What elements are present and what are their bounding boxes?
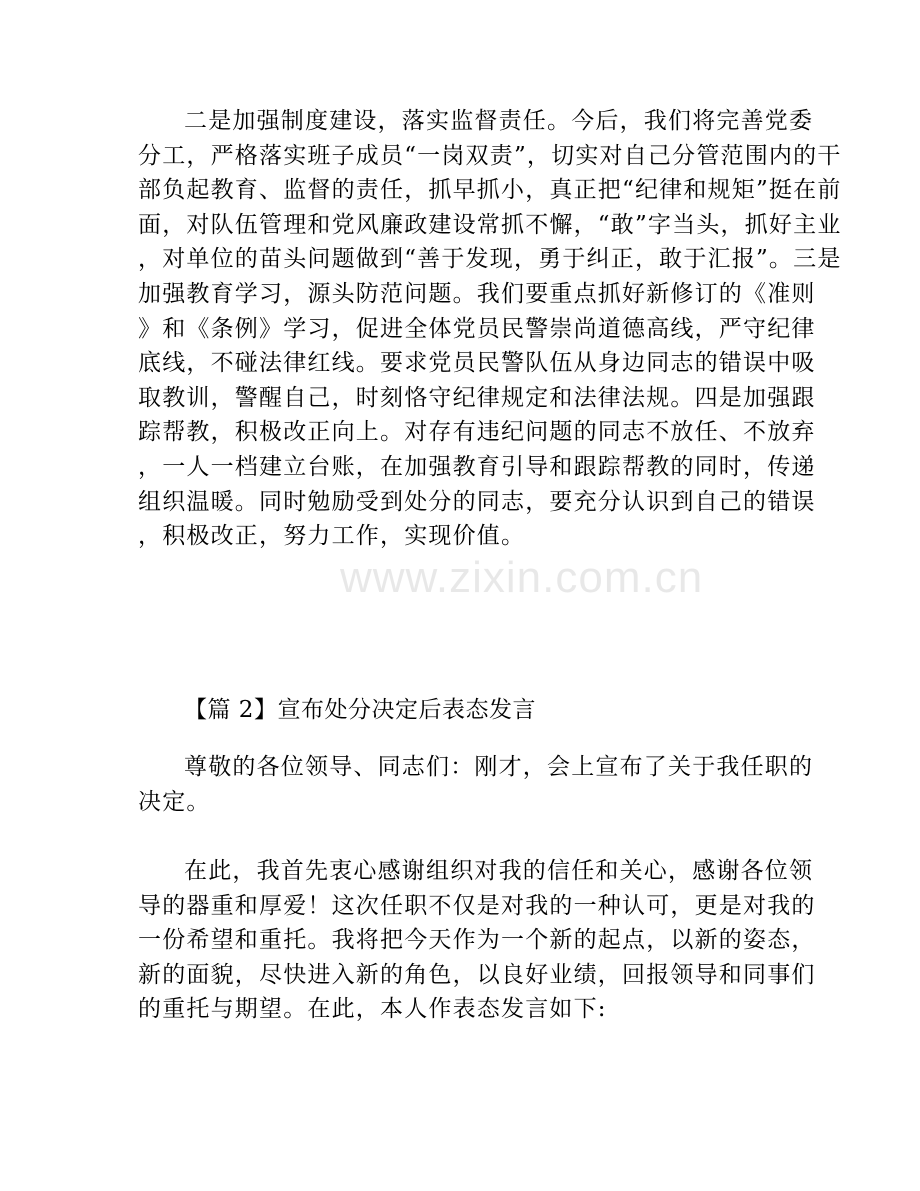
text-line: 》和《条例》学习，促进全体党员民警崇尚道德高线，严守纪律 xyxy=(138,315,816,342)
paragraph-discipline-measures xyxy=(138,104,842,554)
text-line: 部负起教育、监督的责任，抓早抓小，真正把“纪律和规矩”挺在前 xyxy=(138,177,842,204)
text-line: 决定。 xyxy=(138,788,211,815)
paragraph-greeting xyxy=(138,750,814,819)
text-line: 二是加强制度建设，落实监督责任。今后，我们将完善党委 xyxy=(184,108,814,134)
text-line: 的重托与期望。在此，本人作表态发言如下: xyxy=(138,996,607,1023)
text-line: 导的器重和厚爱！这次任职不仅是对我的一种认可，更是对我的 xyxy=(138,892,816,919)
text-line: 踪帮教，积极改正向上。对存有违纪问题的同志不放任、不放弃 xyxy=(138,419,816,446)
text-line: 尊敬的各位领导、同志们：刚才，会上宣布了关于我任职的 xyxy=(184,754,814,780)
text-line: 组织温暖。同时勉励受到处分的同志，要充分认识到自己的错误 xyxy=(138,488,816,515)
text-line: 面，对队伍管理和党风廉政建设常抓不懈，“敢”字当头，抓好主业 xyxy=(138,211,842,238)
watermark: www.zixin.com.cn xyxy=(340,553,704,602)
text-line: 底线，不碰法律红线。要求党员民警队伍从身边同志的错误中吸 xyxy=(138,350,816,377)
text-line: 一份希望和重托。我将把今天作为一个新的起点，以新的姿态， xyxy=(138,927,816,954)
text-line: 新的面貌，尽快进入新的角色，以良好业绩，回报领导和同事们 xyxy=(138,961,816,988)
text-line: ，一人一档建立台账，在加强教育引导和跟踪帮教的同时，传递 xyxy=(138,453,816,480)
paragraph-thanks xyxy=(138,854,816,1027)
section-heading: 【篇 2】宣布处分决定后表态发言 xyxy=(184,697,536,723)
text-line: 加强教育学习，源头防范问题。我们要重点抓好新修订的《准则 xyxy=(138,280,816,307)
text-line: 分工，严格落实班子成员“一岗双责”，切实对自己分管范围内的干 xyxy=(138,142,842,169)
text-line: 取教训，警醒自己，时刻恪守纪律规定和法律法规。四是加强跟 xyxy=(138,384,816,411)
text-line: ，对单位的苗头问题做到“善于发现，勇于纠正，敢于汇报”。三是 xyxy=(138,246,842,273)
text-line: ，积极改正，努力工作，实现价值。 xyxy=(138,523,526,550)
text-line: 在此，我首先衷心感谢组织对我的信任和关心，感谢各位领 xyxy=(184,858,814,884)
